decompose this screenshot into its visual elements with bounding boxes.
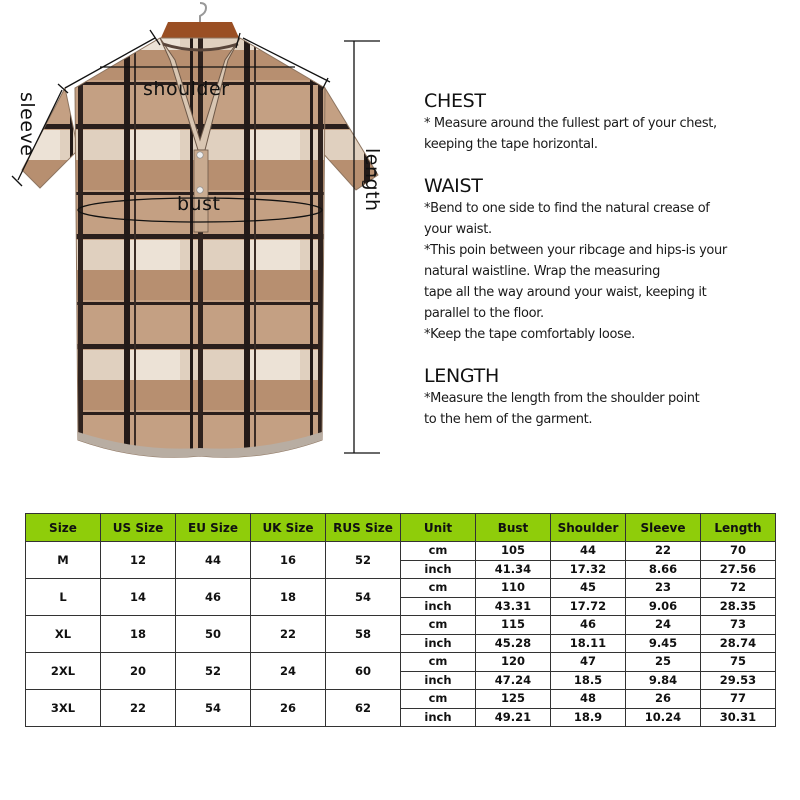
cell-rus: 62 [326, 690, 401, 727]
cell-uk: 16 [251, 542, 326, 579]
cell-sleeve: 8.66 [626, 560, 701, 579]
cell-length: 29.53 [701, 671, 776, 690]
cell-sleeve: 24 [626, 616, 701, 635]
table-row [26, 579, 776, 598]
cell-shoulder: 18.11 [551, 634, 626, 653]
cell-unit: inch [401, 634, 476, 653]
cell-bust: 125 [476, 690, 551, 709]
cell-length: 27.56 [701, 560, 776, 579]
cell-us: 20 [101, 653, 176, 690]
cell-size: M [26, 542, 101, 579]
section-heading: CHEST [424, 90, 486, 112]
cell-us: 12 [101, 542, 176, 579]
cell-rus: 58 [326, 616, 401, 653]
sleeve-label: sleeve [16, 92, 38, 157]
header-eu-size: EU Size [176, 514, 251, 542]
table-header-row [26, 514, 776, 542]
guide-section-length [424, 365, 784, 430]
table-row [26, 616, 776, 635]
header-rus-size: RUS Size [326, 514, 401, 542]
cell-shoulder: 18.5 [551, 671, 626, 690]
cell-length: 77 [701, 690, 776, 709]
guide-section-waist [424, 175, 784, 345]
table-row [26, 653, 776, 672]
header-uk-size: UK Size [251, 514, 326, 542]
shirt-illustration [0, 0, 400, 480]
header-shoulder: Shoulder [551, 514, 626, 542]
header-bust: Bust [476, 514, 551, 542]
cell-shoulder: 48 [551, 690, 626, 709]
guide-text: to the hem of the garment. [424, 412, 593, 427]
header-size: Size [26, 514, 101, 542]
header-unit: Unit [401, 514, 476, 542]
shirt-image [0, 0, 400, 480]
section-heading: WAIST [424, 175, 483, 197]
cell-eu: 44 [176, 542, 251, 579]
cell-shoulder: 45 [551, 579, 626, 598]
cell-shoulder: 47 [551, 653, 626, 672]
cell-bust: 47.24 [476, 671, 551, 690]
cell-us: 14 [101, 579, 176, 616]
cell-length: 28.74 [701, 634, 776, 653]
cell-shoulder: 17.32 [551, 560, 626, 579]
cell-unit: inch [401, 708, 476, 727]
header-us-size: US Size [101, 514, 176, 542]
cell-length: 30.31 [701, 708, 776, 727]
cell-shoulder: 44 [551, 542, 626, 561]
cell-rus: 54 [326, 579, 401, 616]
guide-text: *Bend to one side to find the natural crease of [424, 201, 710, 216]
cell-bust: 49.21 [476, 708, 551, 727]
cell-eu: 50 [176, 616, 251, 653]
header-sleeve: Sleeve [626, 514, 701, 542]
size-chart-table [25, 513, 776, 727]
cell-rus: 52 [326, 542, 401, 579]
cell-length: 75 [701, 653, 776, 672]
cell-sleeve: 9.84 [626, 671, 701, 690]
cell-uk: 24 [251, 653, 326, 690]
section-heading: LENGTH [424, 365, 499, 387]
cell-eu: 52 [176, 653, 251, 690]
cell-bust: 45.28 [476, 634, 551, 653]
cell-unit: cm [401, 653, 476, 672]
cell-size: 2XL [26, 653, 101, 690]
cell-sleeve: 22 [626, 542, 701, 561]
cell-unit: cm [401, 542, 476, 561]
guide-text: natural waistline. Wrap the measuring [424, 264, 660, 279]
cell-size: L [26, 579, 101, 616]
guide-text: your waist. [424, 222, 492, 237]
cell-size: 3XL [26, 690, 101, 727]
cell-sleeve: 9.45 [626, 634, 701, 653]
cell-rus: 60 [326, 653, 401, 690]
cell-bust: 115 [476, 616, 551, 635]
cell-shoulder: 17.72 [551, 597, 626, 616]
guide-text: tape all the way around your waist, keeping it [424, 285, 707, 300]
table-row [26, 542, 776, 561]
cell-unit: inch [401, 671, 476, 690]
cell-unit: inch [401, 597, 476, 616]
cell-sleeve: 9.06 [626, 597, 701, 616]
cell-unit: cm [401, 616, 476, 635]
cell-uk: 22 [251, 616, 326, 653]
measuring-guide [424, 90, 784, 450]
cell-length: 72 [701, 579, 776, 598]
cell-us: 18 [101, 616, 176, 653]
cell-sleeve: 10.24 [626, 708, 701, 727]
cell-bust: 43.31 [476, 597, 551, 616]
guide-text: parallel to the floor. [424, 306, 544, 321]
cell-bust: 110 [476, 579, 551, 598]
cell-uk: 26 [251, 690, 326, 727]
cell-length: 28.35 [701, 597, 776, 616]
cell-unit: cm [401, 690, 476, 709]
cell-eu: 46 [176, 579, 251, 616]
cell-unit: cm [401, 579, 476, 598]
cell-bust: 120 [476, 653, 551, 672]
cell-length: 73 [701, 616, 776, 635]
cell-eu: 54 [176, 690, 251, 727]
guide-text: *Measure the length from the shoulder point [424, 391, 700, 406]
cell-sleeve: 26 [626, 690, 701, 709]
cell-uk: 18 [251, 579, 326, 616]
cell-size: XL [26, 616, 101, 653]
cell-shoulder: 18.9 [551, 708, 626, 727]
cell-length: 70 [701, 542, 776, 561]
cell-unit: inch [401, 560, 476, 579]
guide-text: keeping the tape horizontal. [424, 137, 598, 152]
cell-shoulder: 46 [551, 616, 626, 635]
cell-sleeve: 23 [626, 579, 701, 598]
header-length: Length [701, 514, 776, 542]
table-row [26, 690, 776, 709]
length-label: length [361, 148, 383, 212]
cell-us: 22 [101, 690, 176, 727]
guide-text: *This poin between your ribcage and hips-is your [424, 243, 727, 258]
cell-bust: 41.34 [476, 560, 551, 579]
cell-sleeve: 25 [626, 653, 701, 672]
guide-text: * Measure around the fullest part of your chest, [424, 116, 717, 131]
guide-section-chest [424, 90, 784, 155]
bust-label: bust [177, 193, 221, 215]
cell-bust: 105 [476, 542, 551, 561]
guide-text: *Keep the tape comfortably loose. [424, 327, 635, 342]
shoulder-label: shoulder [143, 78, 230, 100]
